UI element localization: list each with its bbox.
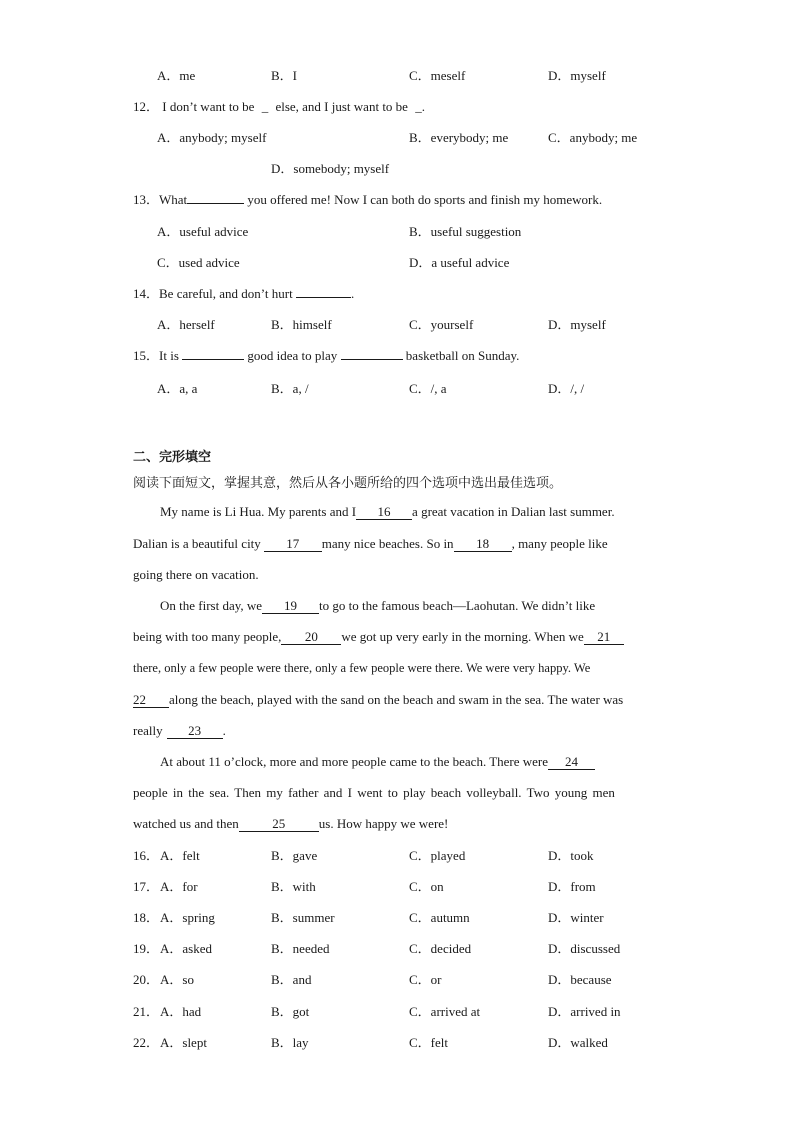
option-b: B．needed (271, 941, 330, 956)
option-c: C．arrived at (409, 1004, 481, 1019)
option-a: A．so (160, 972, 194, 987)
option-d: D．discussed (548, 941, 621, 956)
q15-stem: 15．It is good idea to play basketball on Sunday. (133, 348, 520, 363)
option-d: D．winter (548, 910, 604, 925)
q12-blank-2: _ (415, 99, 422, 114)
q14-option-d: D．myself (548, 317, 606, 332)
option-c: C．autumn (409, 910, 470, 925)
q13-stem: 13．What you offered me! Now I can both do sports and finish my homework. (133, 192, 603, 207)
blank-23: 23 (167, 723, 223, 739)
question-number: 17． (133, 879, 160, 894)
passage-line: there, only a few people were there, only a few people were there. We were very happy. We (133, 661, 591, 675)
option-d: D．because (548, 972, 612, 987)
q12-blank-1: _ (261, 99, 269, 114)
option-b: B．gave (271, 848, 318, 863)
passage-line: My name is Li Hua. My parents and I 16 a great vacation in Dalian last summer. (160, 504, 615, 519)
blank-20: 20 (281, 629, 341, 645)
q15-number: 15． (133, 348, 160, 363)
q11-option-a: A．me (157, 68, 196, 83)
passage-line: At about 11 o’clock, more and more people came to the beach. There were 24 (160, 753, 595, 771)
q13-option-a: A．useful advice (157, 224, 249, 239)
option-c: C．played (409, 848, 466, 863)
q15-option-a: A．a, a (157, 381, 198, 396)
q12-option-a: A．anybody; myself (157, 130, 267, 145)
option-b: B．and (271, 972, 312, 987)
passage-line: watched us and then 25 us. How happy we were! (133, 816, 449, 831)
q11-option-b: B．I (271, 68, 298, 83)
question-number: 16． (133, 848, 160, 863)
q13-option-b: B．useful suggestion (409, 224, 522, 239)
option-a: A．had (160, 1004, 202, 1019)
question-number: 19． (133, 941, 160, 956)
q13-blank (187, 203, 244, 204)
option-b: B．summer (271, 910, 335, 925)
question-number: 20． (133, 972, 160, 987)
option-a: A．spring (160, 910, 215, 925)
q14-option-a: A．herself (157, 317, 215, 332)
passage-line: going there on vacation. (133, 567, 259, 582)
blank-17: 17 (264, 536, 322, 552)
option-b: B．got (271, 1004, 310, 1019)
blank-24: 24 (548, 754, 595, 770)
option-b: B．lay (271, 1035, 309, 1050)
blank-18: 18 (454, 536, 512, 552)
passage-line: people in the sea. Then my father and I went to play beach volleyball. Two young men (133, 785, 615, 800)
option-c: C．felt (409, 1035, 448, 1050)
q14-stem: 14．Be careful, and don’t hurt . (133, 286, 355, 301)
q12-stem: 12． I don’t want to be _ else, and I just want to be _. (133, 99, 425, 114)
q14-number: 14． (133, 286, 160, 301)
q15-blank-2 (341, 359, 403, 360)
passage-line: really 23 . (133, 723, 226, 738)
q13-option-c: C．used advice (157, 255, 240, 270)
q11-option-d: D．myself (548, 68, 606, 83)
q15-blank-1 (182, 359, 244, 360)
q12-number: 12． (133, 99, 160, 114)
blank-21: 21 (584, 629, 624, 645)
question-number: 18． (133, 910, 160, 925)
passage-line: 22 along the beach, played with the sand on the beach and swam in the sea. The water was (133, 692, 624, 707)
q12-option-d: D．somebody; myself (271, 161, 390, 176)
option-a: A．felt (160, 848, 200, 863)
q15-option-d: D．/, / (548, 381, 585, 396)
option-a: A．asked (160, 941, 212, 956)
option-a: A．for (160, 879, 198, 894)
q14-option-c: C．yourself (409, 317, 474, 332)
option-c: C．decided (409, 941, 472, 956)
question-number: 22． (133, 1035, 160, 1050)
passage-line: Dalian is a beautiful city 17 many nice beaches. So in 18 , many people like (133, 536, 608, 551)
section-title: 二、完形填空 (133, 450, 212, 465)
q15-option-b: B．a, / (271, 381, 309, 396)
q15-option-c: C．/, a (409, 381, 447, 396)
q13-number: 13． (133, 192, 160, 207)
q14-option-b: B．himself (271, 317, 332, 332)
option-b: B．with (271, 879, 316, 894)
q14-blank (296, 297, 351, 298)
q12-option-b: B．everybody; me (409, 130, 509, 145)
option-d: D．walked (548, 1035, 608, 1050)
option-a: A．slept (160, 1035, 207, 1050)
blank-22: 22 (133, 692, 169, 708)
option-c: C．on (409, 879, 444, 894)
section-instruction: 阅读下面短文，掌握其意，然后从各小题所给的四个选项中选出最佳选项。 (133, 476, 563, 491)
question-number: 21． (133, 1004, 160, 1019)
q11-option-c: C．meself (409, 68, 466, 83)
option-d: D．arrived in (548, 1004, 621, 1019)
q12-option-c: C．anybody; me (548, 130, 638, 145)
option-c: C．or (409, 972, 442, 987)
passage-line: On the first day, we 19 to go to the famous beach—Laohutan. We didn’t like (160, 598, 596, 613)
q13-option-d: D．a useful advice (409, 255, 510, 270)
passage-line: being with too many people, 20 we got up very early in the morning. When we 21 (133, 628, 624, 646)
option-d: D．took (548, 848, 594, 863)
blank-25: 25 (239, 816, 319, 832)
option-d: D．from (548, 879, 596, 894)
blank-16: 16 (356, 504, 412, 520)
blank-19: 19 (262, 598, 319, 614)
